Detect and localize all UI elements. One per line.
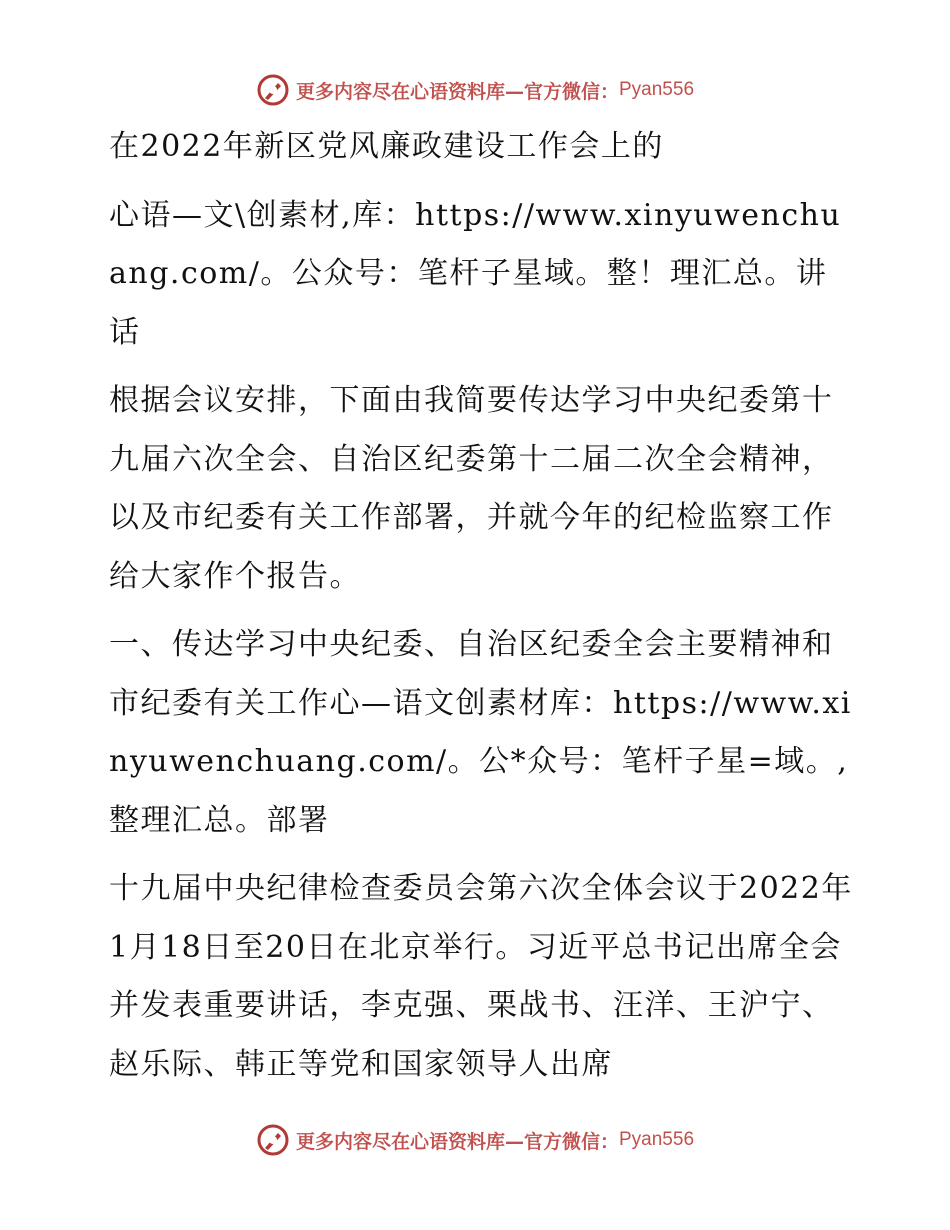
paragraph-intro: 根据会议安排，下面由我简要传达学习中央纪委第十九届六次全会、自治区纪委第十二届二次全会精神，以及市纪委有关工作部署，并就今年的纪检监察工作给大家作个报告。 xyxy=(109,383,834,594)
pen-logo-icon xyxy=(256,73,290,107)
footer-watermark xyxy=(0,1120,950,1160)
pen-logo-icon xyxy=(256,1123,290,1157)
section-heading-1: 一、传达学习中央纪委、自治区纪委全会主要精神和市纪委有关工作心—语文创素材库：https://www.xinyuwenchuang.com/。公*众号：笔杆子星=域。,整理汇总。部署 xyxy=(109,627,852,838)
watermark-text: 更多内容尽在心语资料库—官方微信： xyxy=(295,80,619,103)
paragraph-plenary: 十九届中央纪律检查委员会第六次全体会议于2022年1月18日至20日在北京举行。习近平总书记出席全会并发表重要讲话，李克强、栗战书、汪洋、王沪宁、赵乐际、韩正等党和国家领导人出席 xyxy=(109,871,853,1082)
header-watermark xyxy=(0,70,950,110)
paragraph-source-note: 心语—文\创素材,库：https://www.xinyuwenchuang.com/。公众号：笔杆子星域。整！理汇总。讲话 xyxy=(109,197,842,350)
watermark-contact: Pyan556 xyxy=(619,1129,695,1150)
document-body xyxy=(97,118,857,1094)
watermark-contact: Pyan556 xyxy=(619,79,695,100)
watermark-text: 更多内容尽在心语资料库—官方微信： xyxy=(295,1130,619,1153)
document-title: 在2022年新区党风廉政建设工作会上的 xyxy=(109,129,664,164)
